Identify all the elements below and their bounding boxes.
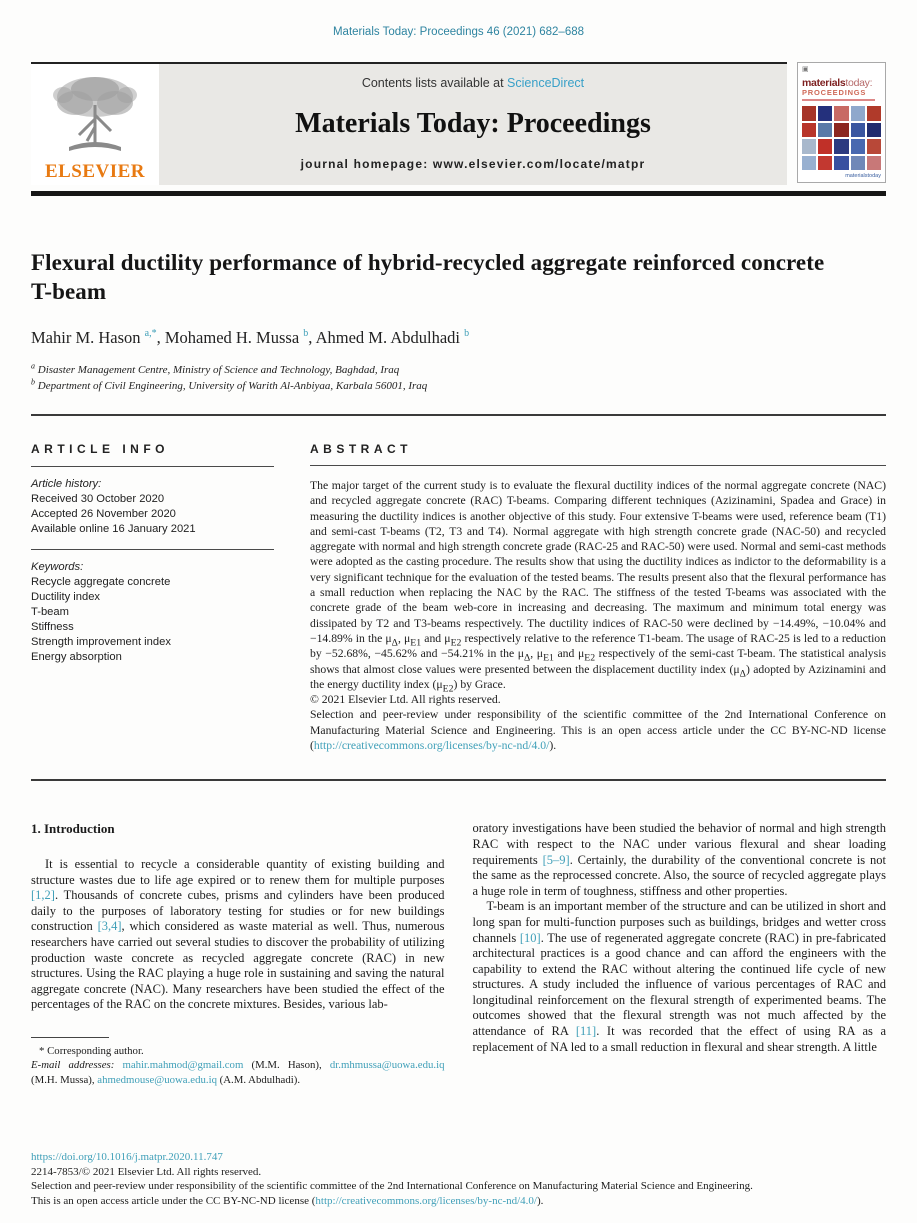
journal-cover-thumbnail[interactable]	[797, 62, 886, 183]
cover-tile	[802, 106, 816, 121]
cover-tile	[818, 139, 832, 154]
journal-banner	[159, 64, 787, 185]
cover-tile	[851, 139, 865, 154]
inline-link[interactable]: http://creativecommons.org/licenses/by-nc-nd/4.0/	[315, 1195, 537, 1208]
abstract-heading: ABSTRACT	[310, 442, 412, 456]
keyword-item: Stiffness	[31, 621, 74, 633]
keyword-item: Ductility index	[31, 591, 101, 603]
article-history-items	[31, 492, 274, 537]
cover-tile	[818, 156, 832, 171]
article-history-item: Received 30 October 2020	[31, 493, 165, 505]
footnote-block	[31, 1037, 445, 1088]
keyword-item: Strength improvement index	[31, 636, 171, 648]
article-info-heading: ARTICLE INFO	[31, 442, 169, 456]
cover-footer-text: materialstoday	[845, 173, 881, 179]
inline-link[interactable]: mahir.mahmod@gmail.com	[122, 1059, 244, 1072]
footnote-rule	[31, 1037, 109, 1038]
inline-link[interactable]: [1,2]	[31, 888, 55, 903]
intro-paragraph-right-2: T-beam is an important member of the structure and can be utilized in short and long span for multi-function purposes such as buildings, bridges and wetter cross channels [10]. The use of regenerated aggregate concrete (RAC) in pre-fabricated architectural practices is a good chance and can afford the engineers with the capability to extend the RAC without altering the continued life cycle of new structures. A study included the influence of various percentages of RAC and longitudinal reinforcement on the flexural strength of experimented beams. The outcomes showed that the flexural strength was not much affected by the attendance of RA [11]. It was recorded that the effect of using RA as a replacement of NA led to a small reduction in flexural and shear strength. A little	[472, 899, 886, 1054]
inline-link[interactable]: [10]	[519, 930, 541, 945]
cover-subtitle: PROCEEDINGS	[802, 88, 867, 97]
intro-paragraph-right-1: oratory investigations have been studied the behavior of normal and high strength RAC with respect to the NAC under various flexural and shear loading requirements [5–9]. Certainly, the durability of the conventional concrete is not the same as the reprocessed concrete. Also, the source of recycled aggregate plays a huge role in term of toughness, stiffness and other properties.	[472, 821, 886, 898]
info-abstract-section	[31, 414, 886, 781]
cover-publisher-mark-icon: ▣	[802, 66, 809, 73]
body-right-column	[473, 821, 887, 1087]
article-history-item: Accepted 26 November 2020	[31, 508, 176, 520]
footer-license-line: This is an open access article under the CC BY-NC-ND license (http://creativecommons.org/licenses/by-nc-nd/4.0/).	[31, 1195, 544, 1208]
journal-citation[interactable]: Materials Today: Proceedings 46 (2021) 682–688	[332, 26, 585, 38]
abstract-rule	[310, 465, 886, 466]
cover-tile	[802, 139, 816, 154]
cover-tile-grid	[802, 106, 881, 170]
inline-link[interactable]: dr.mhmussa@uowa.edu.iq	[329, 1059, 445, 1072]
inline-link[interactable]: [3,4]	[97, 919, 122, 934]
cover-tile	[818, 106, 832, 121]
body-columns	[31, 821, 886, 1087]
cover-tile	[834, 123, 848, 138]
article-history-label: Article history:	[31, 478, 102, 490]
corresponding-author-note: * Corresponding author.	[39, 1044, 144, 1057]
article-info-column	[31, 442, 274, 753]
affiliations	[31, 362, 886, 394]
elsevier-wordmark: ELSEVIER	[44, 161, 146, 182]
abstract-selection-note: Selection and peer-review under responsibility of the scientific committee of the 2nd International Conference on Manufacturing Material Science and Engineering. This is an open access article under the CC BY-NC-ND license (http://creativecommons.org/licenses/by-nc-nd/4.0/).	[310, 708, 886, 753]
issn-copyright-line: 2214-7853/© 2021 Elsevier Ltd. All rights reserved.	[31, 1165, 262, 1178]
cover-tile	[851, 156, 865, 171]
cover-tile	[851, 106, 865, 121]
cover-tile	[851, 123, 865, 138]
keyword-item: Recycle aggregate concrete	[31, 576, 171, 588]
cover-tile	[818, 123, 832, 138]
keyword-item: Energy absorption	[31, 651, 122, 663]
affiliation-b: $^b$ Department of Civil Engineering, University of Warith Al-Anbiyaa, Karbala 56001, Iraq	[31, 377, 428, 392]
contents-prefix: Contents lists available at	[361, 76, 508, 90]
section-heading-introduction: 1. Introduction	[31, 821, 115, 837]
masthead-rule	[31, 191, 886, 196]
abstract-column	[310, 442, 886, 753]
inline-link[interactable]: ahmedmouse@uowa.edu.iq	[97, 1073, 217, 1086]
journal-title: Materials Today: Proceedings	[295, 107, 651, 139]
cover-tile	[802, 156, 816, 171]
abstract-copyright: © 2021 Elsevier Ltd. All rights reserved.	[310, 693, 501, 707]
sciencedirect-link[interactable]: ScienceDirect	[507, 76, 585, 90]
inline-link[interactable]: http://creativecommons.org/licenses/by-nc-nd/4.0/	[313, 739, 550, 753]
inline-link[interactable]: [11]	[575, 1024, 597, 1039]
doi-link[interactable]: https://doi.org/10.1016/j.matpr.2020.11.747	[31, 1150, 223, 1163]
author-list: Mahir M. Hason $^{a,*}$, Mohamed H. Mussa $^b$, Ahmed M. Abdulhadi $^b$	[31, 327, 470, 347]
body-left-column	[31, 821, 445, 1087]
cover-caption-line	[802, 99, 875, 101]
abstract-body: The major target of the current study is to evaluate the flexural ductility indices of the normal aggregate concrete (NAC) and recycled aggregate concrete (RAC) T-beams. Comparing different techniques (Azizinamini, Spadea and Grace) in measuring the ductility indices is another objective of this study. Four extensive T-beams were used, reference beam (T1) and semi-cast T-beams (T2, T3 and T4). Normal aggregate with high strength concrete grade (NAC-50) and recycled aggregate with normal and high strength concrete grade (RAC-25 and RAC-50) were used. Normal and semi-cast methods were adopted as the casting procedure. The results show that using the ductility indices as indictor to the deformability is a very significant technique for the evaluation of the tested beams. The results present also that the flexural performance has a small reduction when replacing the NAC by the RAC. The stiffness of the tested T-beams was associated with the concrete grade of the beam web-core in increasing and decreasing. The maximum and minimum total energy was dissipated by T2 and T3-beams respectively. The ductility indices of RAC-50 were declined by −14.49%, −10.04% and −14.89% in the $\mu_\Delta$, $\mu_{E1}$ and $\mu_{E2}$ respectively relative to the reference T1-beam. The usage of RAC-25 is led to a reduction by −52.68%, −45.62% and −54.21% in the $\mu_\Delta$, $\mu_{E1}$ and $\mu_{E2}$ respectively of the semi-cast T-beam. The statistical analysis shows that almost close values were presented between the displacement ductility index $(\mu_\Delta)$ adopted by Azizinamini and the energy ductility index $(\mu_{E2})$ by Grace.	[310, 479, 887, 695]
intro-paragraph-left: It is essential to recycle a considerable quantity of existing building and structure wastes due to life age expired or to renew them for multiple purposes [1,2]. Thousands of concrete cubes, prisms and cylinders have been produced daily to the purposes of laboratory testing for studies or for new buildings construction [3,4], which considered as waste material as well. Thus, numerous researchers have carried out several studies to discover the probability of utilizing production waste concrete as recycled aggregate concrete (RAC) in new structures. Using the RAC playing a huge role in sustaining and saving the natural aggregate concrete (NAC). Many researchers have been studied the effect of the percentages of the RAC on the concrete mixtures. Besides, various lab-	[31, 856, 445, 1012]
footer-selection-line: Selection and peer-review under responsibility of the scientific committee of the 2nd International Conference on Manufacturing Material Science and Engineering.	[31, 1180, 753, 1193]
cover-tile	[802, 123, 816, 138]
affiliation-a: $^a$ Disaster Management Centre, Ministry of Science and Technology, Baghdad, Iraq	[31, 361, 400, 376]
cover-tile	[834, 106, 848, 121]
elsevier-tree-icon	[49, 71, 141, 159]
keywords-block	[31, 550, 274, 665]
inline-link[interactable]: [5–9]	[542, 852, 570, 867]
keyword-list	[31, 575, 274, 665]
contents-line	[167, 76, 779, 90]
article-title: Flexural ductility performance of hybrid-recycled aggregate reinforced concrete T-beam	[31, 250, 825, 304]
abstract-bottom-rule	[31, 779, 886, 781]
journal-homepage-link[interactable]: journal homepage: www.elsevier.com/locate/matpr	[300, 157, 646, 171]
keyword-item: T-beam	[31, 606, 69, 618]
cover-brand-bold: materials	[802, 77, 846, 89]
cover-tile	[867, 139, 881, 154]
masthead	[31, 62, 886, 185]
keywords-label: Keywords:	[31, 561, 84, 573]
elsevier-logo	[31, 64, 159, 185]
cover-tile	[834, 139, 848, 154]
masthead-left	[31, 62, 787, 185]
cover-tile	[867, 156, 881, 171]
page-footer	[31, 1150, 886, 1209]
email-addresses: E-mail addresses: mahir.mahmod@gmail.com (M.M. Hason), dr.mhmussa@uowa.edu.iq (M.H. Mussa), ahmedmouse@uowa.edu.iq (A.M. Abdulhadi).	[31, 1059, 445, 1086]
article-history-item: Available online 16 January 2021	[31, 523, 196, 535]
cover-brand	[802, 78, 881, 88]
article-history	[31, 467, 274, 550]
cover-brand-light: today:	[845, 77, 873, 89]
cover-tile	[867, 123, 881, 138]
cover-tile	[867, 106, 881, 121]
cover-tile	[834, 156, 848, 171]
